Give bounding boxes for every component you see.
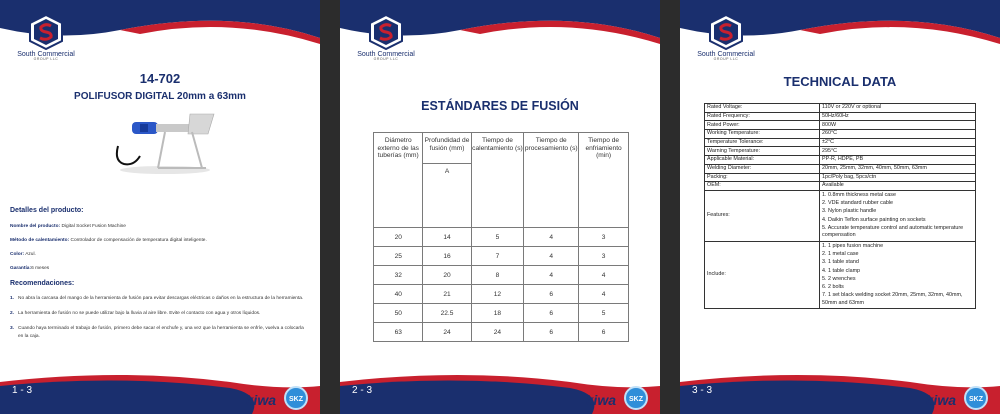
recommendations-heading: Recomendaciones: (10, 280, 75, 287)
list-item: 5. 2 wrenches (822, 275, 856, 282)
details-heading: Detalles del producto: (10, 207, 84, 214)
table-row: 32 20 8 4 4 (374, 266, 629, 285)
list-item: 6. 2 bolts (822, 284, 844, 291)
brand-name: South Commercial (357, 51, 415, 58)
detail-color: Color: Azul. (10, 252, 36, 257)
list-item: 2. VDE standard rubber cable (822, 200, 894, 207)
features-list (822, 192, 973, 240)
page-2 (340, 0, 660, 414)
brand-sub: GROUP LLC (373, 57, 399, 61)
table-row: Rated Power: 800W (705, 121, 976, 130)
col-header-heating: Tiempo de calentamiento (s) (471, 133, 524, 228)
table-row: Rated Frequency: 50Hz/60Hz (705, 112, 976, 121)
product-title: POLIFUSOR DIGITAL 20mm a 63mm (74, 91, 246, 102)
skz-logo: SKZ (624, 386, 648, 410)
skz-logo: SKZ (284, 386, 308, 410)
company-logo (690, 14, 762, 62)
list-item: 4. Daikin Teflon surface painting on sockets (822, 216, 926, 223)
table-row: 63 24 24 6 6 (374, 323, 629, 342)
company-logo (10, 14, 82, 62)
shield-logo-icon (368, 14, 404, 50)
recommendation-item: 2. La herramienta de fusión no se puede utilizar bajo la lluvia al aire libre. Evite el contacto con agua y otros líquidos. (10, 311, 261, 317)
kiwa-logo: kiwa (585, 392, 616, 408)
list-item: 7. 1 set black welding socket 20mm, 25mm, 32mm, 40mm, 50mm and 63mm (822, 292, 963, 306)
page-number: 3 - 3 (692, 385, 713, 396)
product-code: 14-702 (139, 71, 181, 86)
list-item: 2. 1 metal case (822, 250, 859, 257)
page-1 (0, 0, 320, 414)
brand-sub: GROUP LLC (33, 57, 59, 61)
kiwa-logo: kiwa (925, 392, 956, 408)
recommendation-item: 3. Cuando haya terminado el trabajo de fusión, primero debe sacar el enchufe y, una vez que la herramienta se enfríe, vuelva a colocarla en la caja. (10, 326, 304, 339)
table-row: Rated Voltage: 110V or 220V or optional (705, 104, 976, 113)
list-item: 3. Nylon plastic handle (822, 208, 877, 215)
recommendation-item: 1. No abra la carcasa del mango de la herramienta de fusión para evitar descargas eléctricas o daños en la estructura de la herramienta. (10, 296, 304, 301)
col-header-cooling: Tiempo de enfriamiento (min) (579, 133, 629, 228)
page-number: 1 - 3 (12, 385, 33, 396)
table-row: OEM: Available (705, 182, 976, 191)
col-header-depth: Profundidad de fusión (mm) (423, 133, 471, 164)
detail-heating: Método de calentamiento: Controlador de compensación de temperatura digital inteligente. (10, 238, 207, 243)
kiwa-logo: kiwa (245, 392, 276, 408)
table-row: Packing: 1pc/Poly bag, 5pcs/ctn (705, 173, 976, 182)
col-header-diameter: Diámetro externo de las tuberías (mm) (374, 133, 423, 228)
col-subheader-a: A (423, 164, 471, 228)
brand-name: South Commercial (697, 51, 755, 58)
table-row: 25 16 7 4 3 (374, 247, 629, 266)
features-label: Features: (705, 190, 820, 241)
col-header-processing: Tiempo de procesamiento (s) (524, 133, 579, 228)
list-item: 1. 0.8mm thickness metal case (822, 191, 897, 198)
page-number: 2 - 3 (352, 385, 373, 396)
table-row: Warning Temperature: 295°C (705, 147, 976, 156)
product-details (10, 207, 310, 348)
brand-sub: GROUP LLC (713, 57, 739, 61)
features-row (705, 190, 976, 241)
table-row: Applicable Material: PP-R, HDPE, PB (705, 156, 976, 165)
table-row: Working Temperature: 260°C (705, 130, 976, 139)
table-row: 20 14 5 4 3 (374, 228, 629, 247)
shield-logo-icon (708, 14, 744, 50)
fusion-standards-table (373, 132, 629, 342)
table-row: Temperature Tolerance: ±2°C (705, 138, 976, 147)
table-row: 40 21 12 6 4 (374, 285, 629, 304)
fusion-machine-image (110, 106, 220, 176)
include-row (705, 241, 976, 308)
company-logo (350, 14, 422, 62)
shield-logo-icon (28, 14, 64, 50)
skz-logo: SKZ (964, 386, 988, 410)
detail-warranty: Garantía:6 meses (10, 266, 50, 271)
list-item: 5. Accurate temperature control and automatic temperature compensation (822, 225, 964, 239)
brand-name: South Commercial (17, 51, 75, 58)
list-item: 4. 1 table clamp (822, 267, 861, 274)
include-list (822, 243, 973, 307)
technical-data-table (704, 103, 976, 309)
list-item: 1. 1 pipes fusion machine (822, 242, 884, 249)
detail-name: Nombre del producto: Digital Socket Fusion Machine (10, 224, 126, 229)
page-3 (680, 0, 1000, 414)
table-row: Welding Diameter: 20mm, 25mm, 32mm, 40mm, 50mm, 63mm (705, 164, 976, 173)
fusion-standards-title: ESTÁNDARES DE FUSIÓN (421, 99, 579, 113)
list-item: 3. 1 table stand (822, 259, 859, 266)
table-row: 50 22.5 18 6 5 (374, 304, 629, 323)
technical-data-title: TECHNICAL DATA (783, 74, 897, 89)
include-label: Include: (705, 241, 820, 308)
